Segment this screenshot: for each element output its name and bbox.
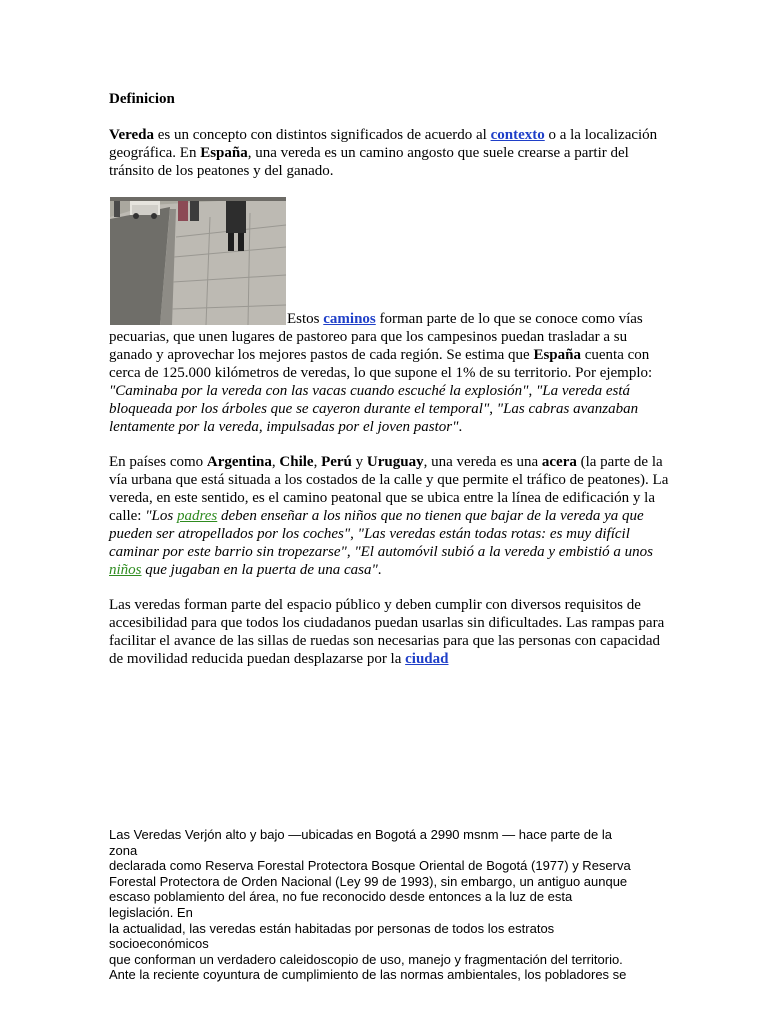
- example-quote: "El automóvil subió a la vereda y embistió a unos: [354, 544, 653, 560]
- text-span: (la parte de la vía urbana que está situada a los costados de la calle y que permite el tráfico de peatones). La vereda, en este sentido, es el camino peatonal que se ubica entre la línea de edificación y la calle:: [109, 454, 669, 524]
- text-line: Ante la reciente coyuntura de cumplimiento de las normas ambientales, los pobladores se: [109, 967, 627, 983]
- text-line: Forestal Protectora de Orden Nacional (Ley 99 de 1993), sin embargo, un antiguo aunque: [109, 873, 628, 889]
- link-ninos[interactable]: niños: [109, 562, 142, 578]
- text-span: es un concepto con distintos significados de acuerdo al: [154, 127, 491, 143]
- text-span: .: [458, 419, 463, 435]
- paragraph-verjon: [109, 827, 657, 983]
- text-line: zona: [109, 842, 138, 858]
- text-line: declarada como Reserva Forestal Protectora Bosque Oriental de Bogotá (1977) y Reserva: [109, 858, 631, 874]
- term-uruguay: Uruguay: [366, 454, 424, 470]
- example-quote: "Los: [145, 508, 177, 524]
- term-argentina: Argentina: [206, 454, 272, 470]
- link-contexto[interactable]: contexto: [490, 127, 545, 143]
- text-line: Las Veredas Verjón alto y bajo —ubicadas en Bogotá a 2990 msnm — hace parte de la: [109, 827, 612, 842]
- text-span: cuenta con cerca de 125.000 kilómetros de veredas, lo que supone el 1% de su territorio. Por ejemplo:: [109, 347, 653, 381]
- link-caminos[interactable]: caminos: [323, 311, 376, 327]
- text-span: o a la localización geográfica. En: [109, 127, 658, 161]
- text-span: ,: [528, 383, 536, 399]
- page-heading: Definicion: [109, 91, 175, 107]
- text-line: escaso poblamiento del área, no fue reconocido desde entonces a la luz de esta: [109, 889, 573, 905]
- text-span: Estos: [287, 311, 324, 327]
- text-span: ,: [271, 454, 280, 470]
- example-quote: que jugaban en la puerta de una casa": [141, 562, 378, 578]
- paragraph-espacio-publico: [109, 596, 669, 668]
- paragraph-paises: [109, 453, 669, 579]
- term-espana: España: [200, 145, 248, 161]
- term-vereda: Vereda: [109, 127, 154, 143]
- term-chile: Chile: [279, 454, 314, 470]
- text-span: , una vereda es una: [423, 454, 542, 470]
- text-span: y: [351, 454, 367, 470]
- text-span: .: [377, 562, 382, 578]
- term-peru: Perú: [321, 454, 352, 470]
- text-line: la actualidad, las veredas están habitadas por personas de todos los estratos: [109, 920, 555, 936]
- text-span: ,: [350, 526, 358, 542]
- text-span: ,: [489, 401, 497, 417]
- example-quote: "Las veredas están todas rotas: es muy difícil caminar por este barrio sin tropezarse": [109, 526, 630, 560]
- text-span: forman parte de lo que se conoce como vías: [375, 311, 643, 327]
- paragraph-caminos: [109, 328, 669, 436]
- text-line: legislación. En: [109, 904, 193, 920]
- link-ciudad[interactable]: ciudad: [405, 651, 449, 667]
- text-span: En países como: [109, 454, 207, 470]
- text-span: ,: [313, 454, 322, 470]
- text-span: Las veredas forman parte del espacio público y deben cumplir con diversos requisitos de accesibilidad para que todos los ciudadanos puedan usarlas sin dificultades. Las rampas para facilitar el avance de las sillas de ruedas son necesarias para que las personas con capacidad de movilidad reducida puedan desplazarse por la: [109, 597, 665, 667]
- link-padres[interactable]: padres: [176, 508, 218, 524]
- example-quote: "La vereda está bloqueada por los árboles que se cayeron durante el temporal": [109, 383, 631, 417]
- text-span: ,: [346, 544, 355, 560]
- sidewalk-photo: [110, 197, 286, 325]
- term-espana-2: España: [533, 347, 581, 363]
- example-quote: "Caminaba por la vereda con las vacas cuando escuché la explosión": [109, 383, 529, 399]
- term-acera: acera: [541, 454, 577, 470]
- paragraph-definition: [109, 126, 669, 180]
- paragraph-caminos-first-line: [287, 310, 667, 328]
- text-line: socioeconómicos: [109, 936, 209, 952]
- text-span: , una vereda es un camino angosto que suele crearse a partir del tránsito de los peatones y del ganado.: [109, 145, 629, 179]
- example-quote: deben enseñar a los niños que no tienen que bajar de la vereda ya que pueden ser atropellados por los coches": [109, 508, 644, 542]
- text-span: pecuarias, que unen lugares de pastoreo para que los campesinos puedan trasladar a su ganado y aprovechar los mejores pastos de cada región. Se estima que: [109, 329, 628, 363]
- text-line: que conforman un verdadero caleidoscopio de uso, manejo y fragmentación del territorio.: [109, 951, 623, 967]
- example-quote: "Las cabras avanzaban lentamente por la vereda, impulsadas por el joven pastor": [109, 401, 639, 435]
